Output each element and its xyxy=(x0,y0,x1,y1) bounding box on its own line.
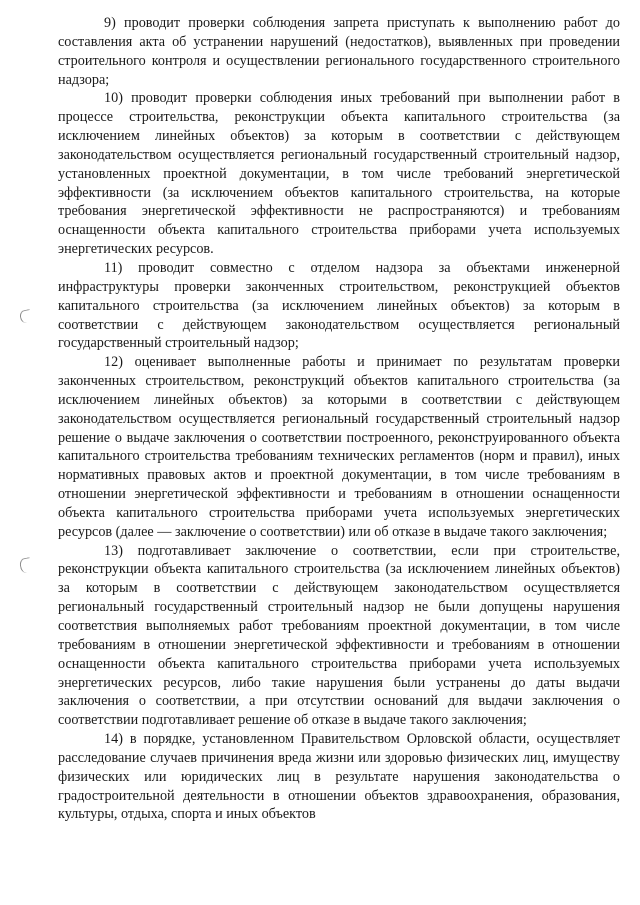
paragraph-item-9: 9) проводит проверки соблюдения запрета приступать к выполнению работ до составления акта об устранении нарушений (недостатков), выявленных при проведении строительного контроля и осуществлении регионального государственного строительного надзора; xyxy=(58,15,620,88)
scan-artifact-mark xyxy=(19,557,32,574)
scan-artifact-mark xyxy=(19,309,32,324)
paragraph-item-10: 10) проводит проверки соблюдения иных требований при выполнении работ в процессе строительства, реконструкции объекта капитального строительства (за исключением линейных объектов) за которым в соответствии с действующем законодательством осуществляется региональный государственный строительный надзор, установленных проектной документации, в том числе требований энергетической эффективности (за исключением объектов капитального строительства, на которые требования энергетической эффективности не распространяются) и требованиям оснащенности объекта капитального строительства приборами учета используемых энергетических ресурсов. xyxy=(58,90,620,258)
paragraph-item-12: 12) оценивает выполненные работы и принимает по результатам проверки законченных строительством, реконструкций объектов капитального строительства (за исключением линейных объектов) за которыми в соответствии с действующем законодательством осуществляется региональный государственный строительный надзор решение о выдаче заключения о соответствии построенного, реконструированного объекта капитального строительства требованиям технических регламентов (норм и правил), иных нормативных правовых актов и проектной документации, в том числе требованиям в отношении энергетической эффективности и требованиям в отношении оснащенности объекта капитального строительства приборами учета используемых энергетических ресурсов (далее — заключение о соответствии) или об отказе в выдаче такого заключения; xyxy=(58,354,620,540)
paragraph-item-11: 11) проводит совместно с отделом надзора за объектами инженерной инфраструктуры проверки законченных строительством, реконструкцией объектов капитального строительства (за исключением линейных объектов) за которым в соответствии с действующем законодательством осуществляется региональный государственный строительный надзор; xyxy=(58,259,620,352)
paragraph-item-14: 14) в порядке, установленном Правительством Орловской области, осуществляет расследование случаев причинения вреда жизни или здоровью физических лиц, имуществу физических или юридических лиц в результате нарушения законодательства о градостроительной деятельности в отношении объектов здравоохранения, образования, культуры, отдыха, спорта и иных объектов xyxy=(58,731,620,823)
document-body xyxy=(58,14,620,824)
paragraph-item-13: 13) подготавливает заключение о соответствии, если при строительстве, реконструкции объекта капитального строительства (за исключением линейных объектов) за которым в соответствии с действующем законодательством осуществляется региональный государственный строительный надзор не были допущены нарушения соответствия выполняемых работ требованиям проектной документации, в том числе требованиям в отношении энергетической эффективности и требованиям в отношении оснащенности объекта капитального строительства приборами учета используемых энергетических ресурсов, либо такие нарушения были устранены до даты выдачи заключения о соответствии, а при отсутствии оснований для выдачи заключения о соответствии подготавливает решение об отказе в выдаче такого заключения; xyxy=(58,542,620,729)
